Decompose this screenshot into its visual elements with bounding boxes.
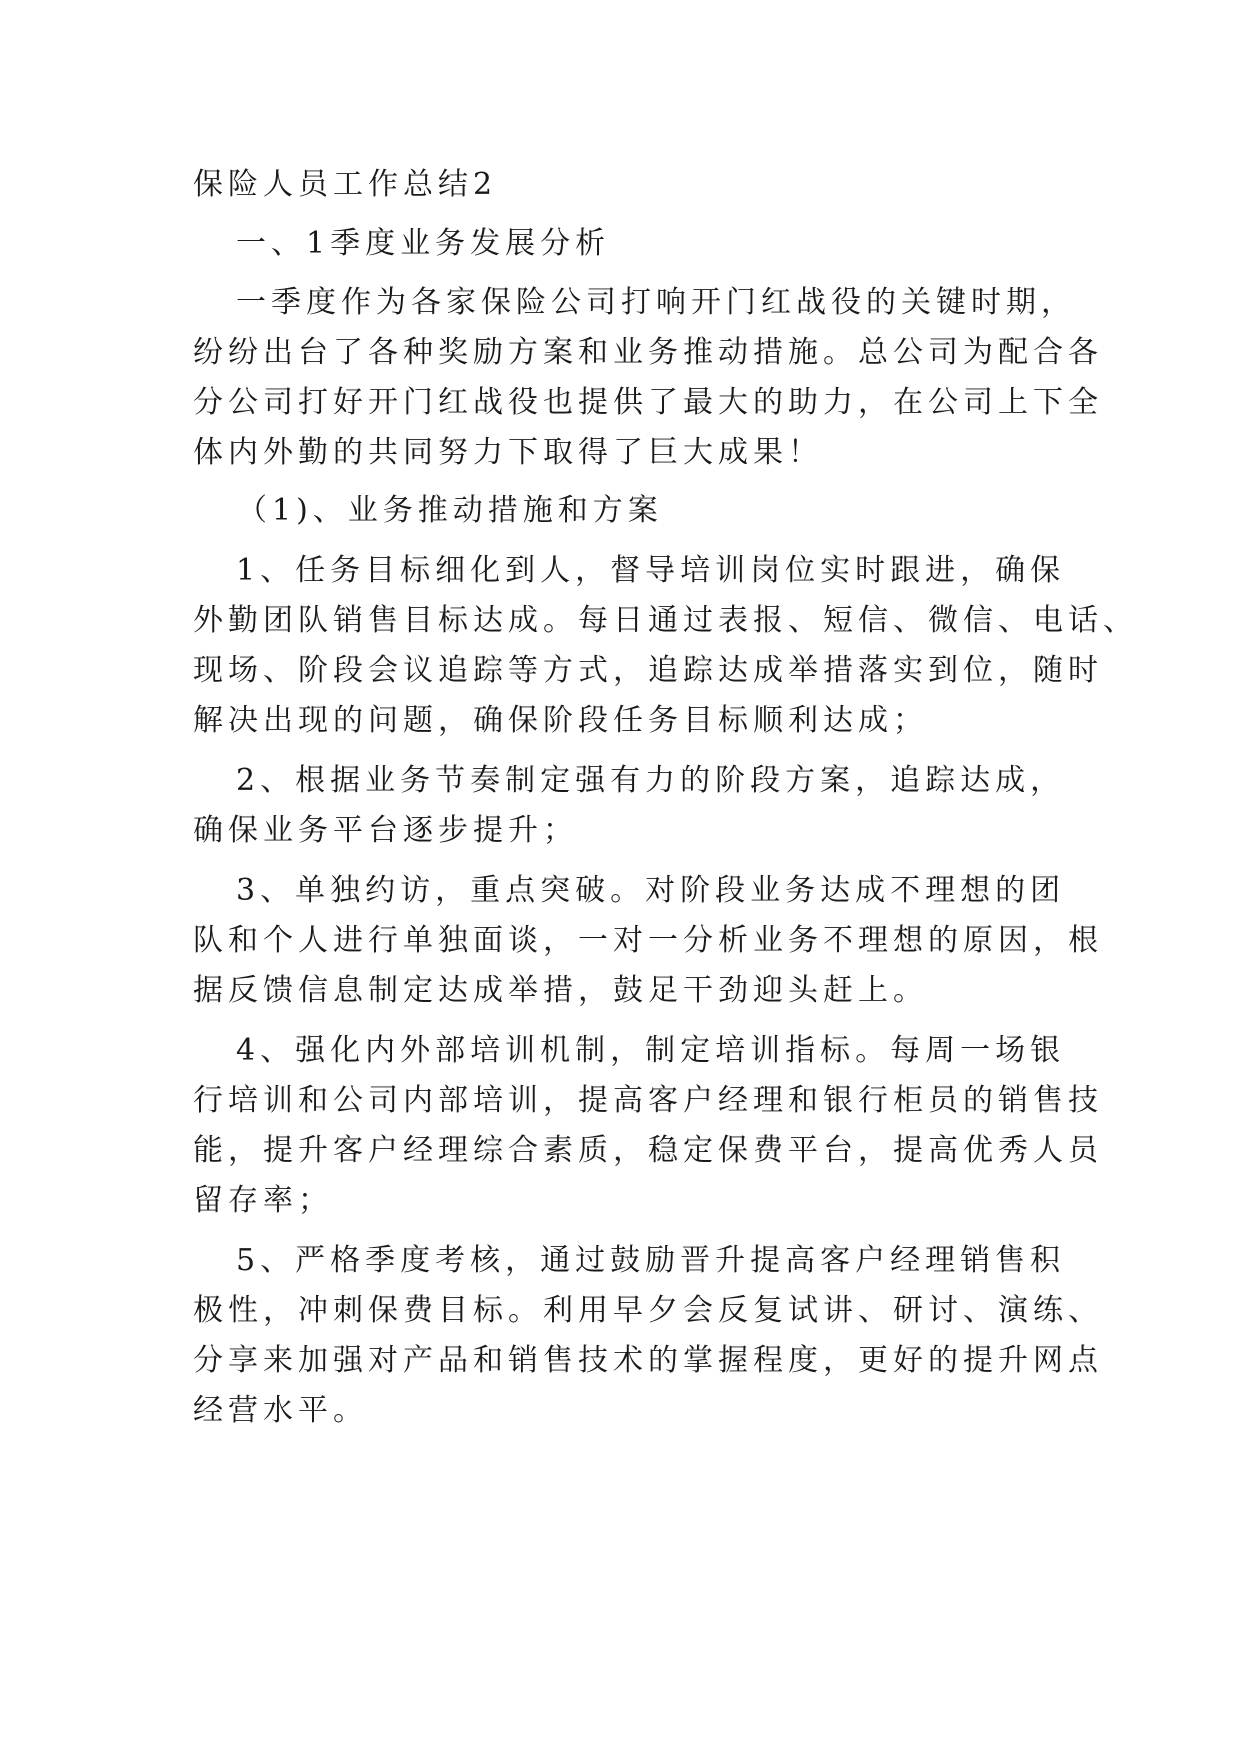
paragraph-line: 据反馈信息制定达成举措，鼓足干劲迎头赶上。 [193, 973, 928, 1008]
paragraph-line: 2、根据业务节奏制定强有力的阶段方案，追踪达成， [236, 763, 1066, 798]
paragraph-line: 确保业务平台逐步提升； [193, 813, 578, 848]
paragraph-line: 1、任务目标细化到人，督导培训岗位实时跟进，确保 [236, 553, 1066, 588]
paragraph-line: 3、单独约访，重点突破。对阶段业务达成不理想的团 [236, 873, 1066, 908]
paragraph-line: 留存率； [193, 1183, 333, 1218]
paragraph-line: 分享来加强对产品和销售技术的掌握程度，更好的提升网点 [193, 1343, 1103, 1378]
paragraph-line: 4、强化内外部培训机制，制定培训指标。每周一场银 [236, 1033, 1066, 1068]
paragraph-line: 体内外勤的共同努力下取得了巨大成果！ [193, 435, 823, 470]
paragraph-line: 5、严格季度考核，通过鼓励晋升提高客户经理销售积 [236, 1243, 1066, 1278]
paragraph-line: 队和个人进行单独面谈，一对一分析业务不理想的原因，根 [193, 923, 1103, 958]
section-heading: 一、1季度业务发展分析 [236, 226, 611, 261]
subsection-heading: （1)、业务推动措施和方案 [237, 493, 663, 528]
paragraph-line: 解决出现的问题，确保阶段任务目标顺利达成； [193, 703, 928, 738]
paragraph-line: 经营水平。 [193, 1393, 368, 1428]
paragraph-line: 纷纷出台了各种奖励方案和业务推动措施。总公司为配合各 [193, 335, 1103, 370]
paragraph-line: 外勤团队销售目标达成。每日通过表报、短信、微信、电话、 [193, 603, 1138, 638]
paragraph-line: 现场、阶段会议追踪等方式，追踪达成举措落实到位，随时 [193, 653, 1103, 688]
paragraph-line: 极性，冲刺保费目标。利用早夕会反复试讲、研讨、演练、 [193, 1293, 1103, 1328]
paragraph-line: 行培训和公司内部培训，提高客户经理和银行柜员的销售技 [193, 1083, 1103, 1118]
paragraph-line: 分公司打好开门红战役也提供了最大的助力，在公司上下全 [193, 385, 1103, 420]
document-title: 保险人员工作总结2 [193, 167, 498, 202]
paragraph-line: 一季度作为各家保险公司打响开门红战役的关键时期， [236, 285, 1076, 320]
paragraph-line: 能，提升客户经理综合素质，稳定保费平台，提高优秀人员 [193, 1133, 1103, 1168]
